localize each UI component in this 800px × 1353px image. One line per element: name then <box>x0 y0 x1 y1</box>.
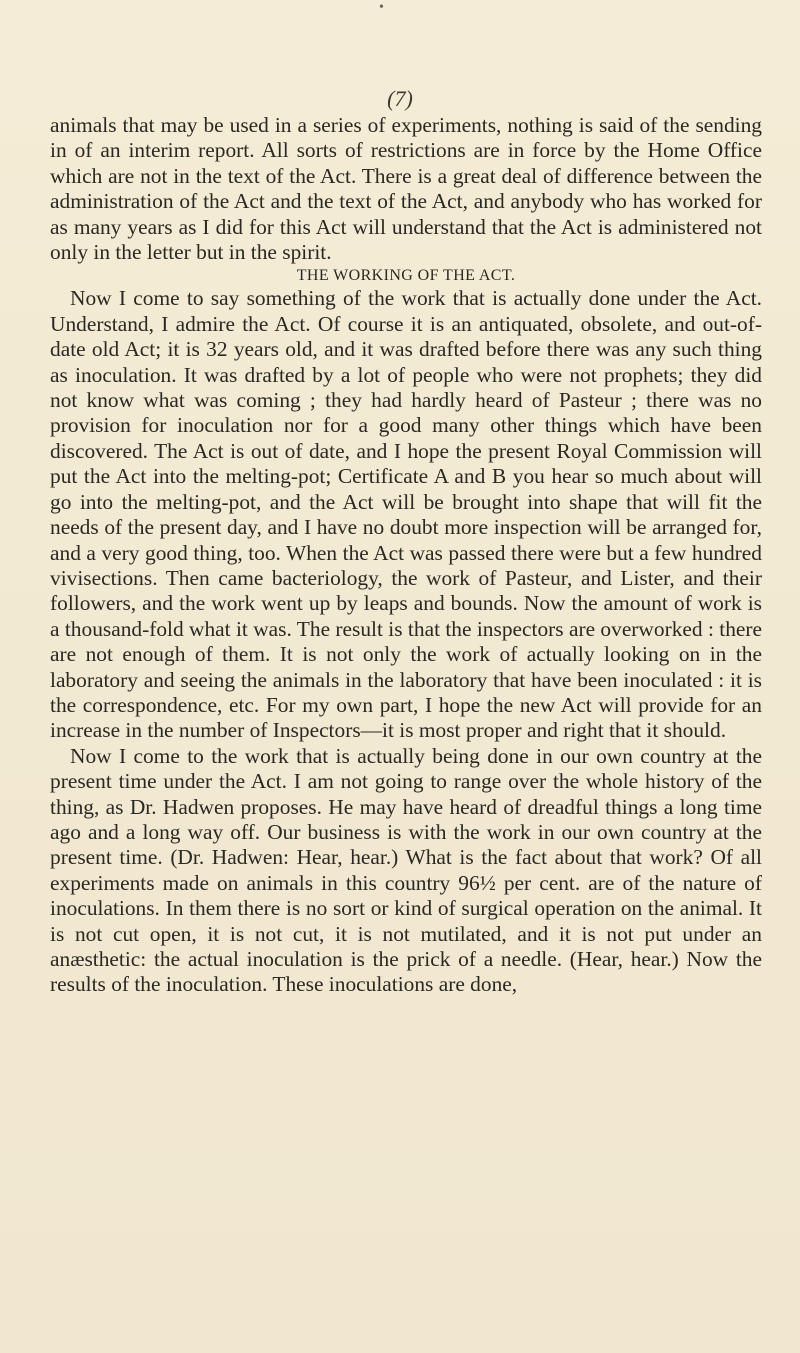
stray-mark: • <box>379 0 384 15</box>
paragraph-2: Now I come to say something of the work that is actually done under the Act. Understand, I admire the Act. Of course it is an antiquated, obsolete, and out-of-date old Act; it is 32 years old, and it was drafted before there was any such thing as inoculation. It was drafted by a lot of people who were not prophets; they did not know what was coming ; they had hardly heard of Pasteur ; there was no provision for inoculation nor for a good many other things which have been discovered. The Act is out of date, and I hope the present Royal Commission will put the Act into the melting-pot; Certificate A and B you hear so much about will go into the melting-pot, and the Act will be brought into shape that will fit the needs of the present day, and I have no doubt more inspection will be arranged for, and a very good thing, too. When the Act was passed there were but a few hundred vivisections. Then came bacteriology, the work of Pasteur, and Lister, and their followers, and the work went up by leaps and bounds. Now the amount of work is a thousand-fold what it was. The result is that the inspectors are overworked : there are not enough of them. It is not only the work of actually looking on in the laboratory and seeing the animals in the laboratory that have been inoculated : it is the correspondence, etc. For my own part, I hope the new Act will provide for an increase in the number of Inspectors—it is most proper and right that it should. <box>50 286 762 743</box>
page-number: (7) <box>387 86 413 111</box>
paragraph-3: Now I come to the work that is actually being done in our own country at the present time under the Act. I am not going to range over the whole history of the thing, as Dr. Hadwen proposes. He may have heard of dreadful things a long time ago and a long way off. Our business is with the work in our own country at the present time. (Dr. Hadwen: Hear, hear.) What is the fact about that work? Of all experiments made on animals in this country 96½ per cent. are of the nature of inoculations. In them there is no sort or kind of surgical operation on the animal. It is not cut open, it is not cut, it is not mutilated, and it is not put under an anæsthetic: the actual inoculation is the prick of a needle. (Hear, hear.) Now the results of the inoculation. These inoculations are done, <box>50 743 762 997</box>
paragraph-1: animals that may be used in a series of experiments, nothing is said of the sending in of an interim report. All sorts of restrictions are in force by the Home Office which are not in the text of the Act. There is a great deal of difference between the administration of the Act and the text of the Act, and anybody who has worked for as many years as I did for this Act will understand that the Act is administered not only in the letter but in the spirit. <box>50 113 762 265</box>
section-heading: THE WORKING OF THE ACT. <box>296 267 516 285</box>
body-text <box>50 113 762 998</box>
